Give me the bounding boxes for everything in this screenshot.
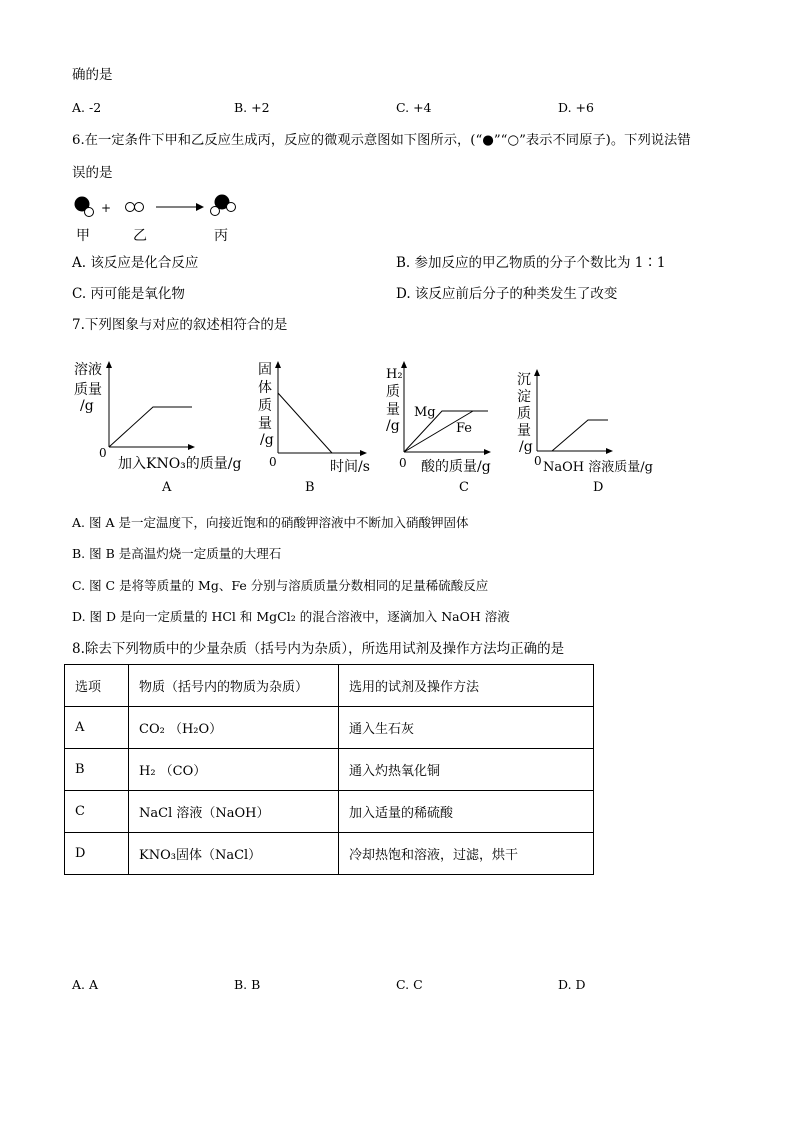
- q8-option-d: D. D: [558, 977, 586, 992]
- table-row: [65, 833, 594, 875]
- graph-c-ylabel: /g: [386, 418, 400, 434]
- graph-b-xlabel: 时间/s: [330, 459, 370, 475]
- graph-c-caption: C: [459, 480, 469, 495]
- graph-b-ylabel: 固: [258, 362, 272, 378]
- graph-a-ylabel: 质量: [74, 382, 102, 398]
- table-cell: H₂ （CO）: [129, 749, 339, 791]
- table-cell: 冷却热饱和溶液，过滤，烘干: [339, 833, 594, 875]
- graph-d-ylabel: 质: [517, 406, 531, 422]
- q7-stem: 7.下列图象与对应的叙述相符合的是: [72, 317, 288, 333]
- q5-stem-tail: 确的是: [72, 67, 113, 83]
- table-cell: A: [65, 707, 129, 749]
- q5-option-c: C. +4: [396, 100, 432, 115]
- graph-d-origin: 0: [534, 454, 542, 468]
- graph-b-caption: B: [305, 480, 315, 495]
- graph-b-ylabel: 质: [258, 398, 272, 414]
- graph-d-xlabel: NaOH 溶液质量/g: [543, 460, 653, 475]
- graph-d-ylabel: 沉: [517, 372, 531, 388]
- q6-option-d: D. 该反应前后分子的种类发生了改变: [396, 286, 618, 302]
- q6-option-b: B. 参加反应的甲乙物质的分子个数比为 1∶1: [396, 255, 666, 271]
- reaction-diagram: [60, 190, 260, 245]
- graph-c: [386, 362, 491, 495]
- graph-a-curve: [109, 407, 192, 447]
- graph-b-origin: 0: [269, 455, 277, 469]
- table-header-row: [65, 665, 594, 707]
- q6-stem-line2: 误的是: [72, 165, 113, 181]
- reaction-arrow: [156, 203, 204, 211]
- graph-a-ylabel: /g: [80, 398, 94, 414]
- q7-option-a: A. 图 A 是一定温度下，向接近饱和的硝酸钾溶液中不断加入硝酸钾固体: [72, 515, 469, 530]
- molecule-jia: [75, 197, 94, 217]
- table-header: 选用的试剂及操作方法: [339, 665, 594, 707]
- q5-option-b: B. +2: [234, 100, 270, 115]
- table-cell: B: [65, 749, 129, 791]
- q5-option-d: D. +6: [558, 100, 594, 115]
- molecule-bing: [211, 195, 236, 216]
- label-bing: 丙: [214, 228, 228, 244]
- label-jia: 甲: [76, 228, 90, 244]
- graph-c-ylabel: H₂: [386, 367, 403, 382]
- graph-c-ylabel: 量: [386, 402, 400, 418]
- graph-c-fe-label: Fe: [456, 421, 473, 436]
- table-cell: 通入灼热氧化铜: [339, 749, 594, 791]
- graph-d-ylabel: /g: [519, 439, 533, 455]
- graph-a-origin: 0: [99, 446, 107, 460]
- graph-b-curve: [278, 393, 332, 453]
- q8-option-a: A. A: [72, 977, 99, 992]
- table-cell: D: [65, 833, 129, 875]
- q7-option-b: B. 图 B 是高温灼烧一定质量的大理石: [72, 546, 282, 561]
- table-cell: NaCl 溶液（NaOH）: [129, 791, 339, 833]
- table-row: [65, 707, 594, 749]
- q8-option-c: C. C: [396, 977, 423, 992]
- q8-table: [64, 664, 594, 875]
- table-header: 选项: [65, 665, 129, 707]
- graph-b-ylabel: 体: [258, 380, 272, 396]
- table-cell: C: [65, 791, 129, 833]
- graph-d-caption: D: [593, 480, 604, 495]
- q8-option-b: B. B: [234, 977, 261, 992]
- q5-option-a: A. -2: [72, 100, 102, 115]
- graph-c-xlabel: 酸的质量/g: [421, 459, 491, 475]
- graph-c-ylabel: 质: [386, 384, 400, 400]
- graph-d-curve: [552, 420, 608, 451]
- q6-option-a: A. 该反应是化合反应: [72, 255, 199, 271]
- graph-c-mg-label: Mg: [414, 405, 436, 420]
- table-cell: 通入生石灰: [339, 707, 594, 749]
- table-header: 物质（括号内的物质为杂质）: [129, 665, 339, 707]
- graph-b-ylabel: 量: [258, 416, 272, 432]
- q7-option-c: C. 图 C 是将等质量的 Mg、Fe 分别与溶质质量分数相同的足量稀硫酸反应: [72, 578, 489, 593]
- q6-stem-line1: 6.在一定条件下甲和乙反应生成丙，反应的微观示意图如下图所示，(“●”“○”表示不同原子)。下列说法错: [72, 133, 691, 148]
- graph-b-ylabel: /g: [260, 432, 274, 448]
- table-cell: KNO₃固体（NaCl）: [129, 833, 339, 875]
- q8-stem: 8.除去下列物质中的少量杂质（括号内为杂质），所选用试剂及操作方法均正确的是: [72, 641, 565, 657]
- graph-a-ylabel: 溶液: [74, 362, 102, 378]
- graph-c-origin: 0: [399, 456, 407, 470]
- graph-a: [74, 361, 242, 495]
- label-yi: 乙: [133, 228, 147, 244]
- table-cell: 加入适量的稀硫酸: [339, 791, 594, 833]
- graph-b: [258, 362, 370, 495]
- plus-sign: +: [101, 201, 112, 215]
- table-cell: CO₂ （H₂O）: [129, 707, 339, 749]
- table-row: [65, 791, 594, 833]
- graph-a-caption: A: [162, 480, 172, 495]
- q7-option-d: D. 图 D 是向一定质量的 HCl 和 MgCl₂ 的混合溶液中，逐滴加入 NaOH 溶液: [72, 609, 510, 624]
- graph-d: [517, 370, 653, 495]
- graph-d-ylabel: 量: [517, 423, 531, 439]
- q6-option-c: C. 丙可能是氧化物: [72, 286, 185, 302]
- q7-graphs: [0, 340, 793, 500]
- graph-d-ylabel: 淀: [517, 389, 531, 405]
- table-row: [65, 749, 594, 791]
- molecule-yi: [126, 203, 144, 212]
- graph-a-xlabel: 加入KNO₃的质量/g: [118, 456, 242, 472]
